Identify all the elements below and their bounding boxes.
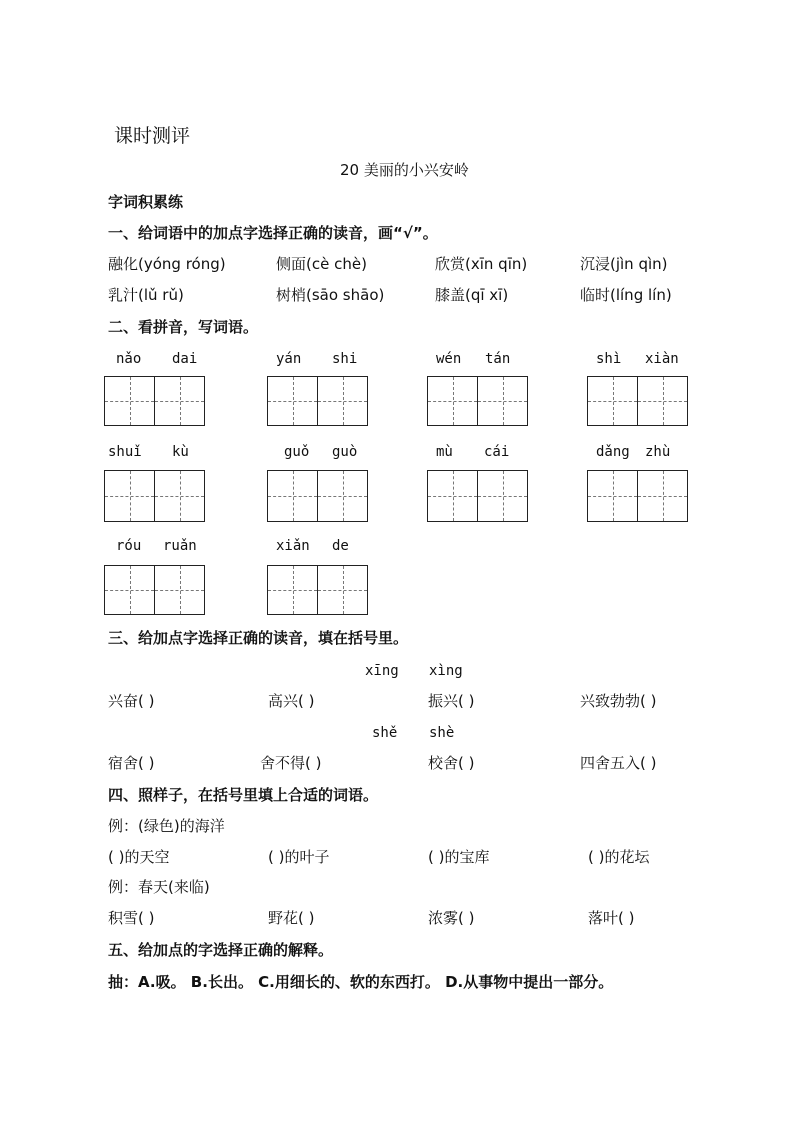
- writing-grid[interactable]: [267, 376, 368, 426]
- lesson-title: 20 美丽的小兴安岭: [340, 161, 469, 179]
- q1-item: 膝盖(qī xī): [435, 286, 509, 304]
- pinyin: nǎo: [116, 351, 142, 367]
- q4-item: 浓雾( ): [428, 909, 475, 927]
- q1-item: 融化(yóng róng): [108, 255, 226, 273]
- q4-item: ( )的花坛: [588, 848, 650, 866]
- writing-grid[interactable]: [587, 470, 688, 522]
- pinyin: róu: [116, 538, 142, 554]
- q1-item: 乳汁(lǔ rǔ): [108, 286, 184, 304]
- q3-item: 四舍五入( ): [580, 754, 657, 772]
- q4-heading: 四、照样子，在括号里填上合适的词语。: [108, 786, 379, 804]
- q1-item: 侧面(cè chè): [276, 255, 367, 273]
- pinyin: xiàn: [645, 351, 679, 367]
- q1-item: 沉浸(jìn qìn): [580, 255, 668, 273]
- pinyin: zhù: [645, 444, 671, 460]
- pinyin: de: [332, 538, 349, 554]
- writing-grid[interactable]: [587, 376, 688, 426]
- pinyin: xiǎn: [276, 538, 310, 554]
- q4-item: 落叶( ): [588, 909, 635, 927]
- pinyin-option: shě: [372, 725, 398, 741]
- q1-item: 树梢(sāo shāo): [276, 286, 385, 304]
- pinyin: ruǎn: [163, 538, 197, 554]
- q3-item: 舍不得( ): [260, 754, 322, 772]
- writing-grid[interactable]: [104, 565, 205, 615]
- writing-grid[interactable]: [104, 376, 205, 426]
- q4-item: ( )的叶子: [268, 848, 330, 866]
- writing-grid[interactable]: [427, 376, 528, 426]
- section-label: 字词积累练: [108, 193, 184, 211]
- q2-heading: 二、看拼音，写词语。: [108, 318, 259, 336]
- pinyin: guò: [332, 444, 358, 460]
- writing-grid[interactable]: [427, 470, 528, 522]
- q3-item: 宿舍( ): [108, 754, 155, 772]
- q1-heading: 一、给词语中的加点字选择正确的读音，画“√”。: [108, 224, 438, 242]
- page-title: 课时测评: [114, 125, 191, 147]
- pinyin-option: xīng: [365, 663, 399, 679]
- q3-item: 振兴( ): [428, 692, 475, 710]
- q3-item: 兴奋( ): [108, 692, 155, 710]
- pinyin: kù: [172, 444, 189, 460]
- q4-example: 例：(绿色)的海洋: [108, 817, 225, 835]
- q4-item: 积雪( ): [108, 909, 155, 927]
- pinyin: guǒ: [284, 444, 310, 460]
- q3-heading: 三、给加点字选择正确的读音，填在括号里。: [108, 629, 409, 647]
- writing-grid[interactable]: [104, 470, 205, 522]
- q1-item: 临时(líng lín): [580, 286, 672, 304]
- writing-grid[interactable]: [267, 565, 368, 615]
- pinyin: shi: [332, 351, 358, 367]
- pinyin: shuǐ: [108, 444, 142, 460]
- pinyin: dǎng: [596, 444, 630, 460]
- writing-grid[interactable]: [267, 470, 368, 522]
- pinyin-option: xìng: [429, 663, 463, 679]
- q3-item: 高兴( ): [268, 692, 315, 710]
- pinyin: yán: [276, 351, 302, 367]
- q4-item: ( )的天空: [108, 848, 170, 866]
- q4-example: 例：春天(来临): [108, 878, 210, 896]
- pinyin-option: shè: [429, 725, 455, 741]
- pinyin: mù: [436, 444, 453, 460]
- pinyin: tán: [485, 351, 511, 367]
- q4-item: ( )的宝库: [428, 848, 490, 866]
- q3-item: 校舍( ): [428, 754, 475, 772]
- q3-item: 兴致勃勃( ): [580, 692, 657, 710]
- q5-definition-line: 抽：A.吸。 B.长出。 C.用细长的、软的东西打。 D.从事物中提出一部分。: [108, 973, 614, 991]
- pinyin: wén: [436, 351, 462, 367]
- pinyin: shì: [596, 351, 622, 367]
- pinyin: cái: [484, 444, 510, 460]
- pinyin: dai: [172, 351, 198, 367]
- q1-item: 欣赏(xīn qīn): [435, 255, 528, 273]
- q4-item: 野花( ): [268, 909, 315, 927]
- q5-heading: 五、给加点的字选择正确的解释。: [108, 941, 334, 959]
